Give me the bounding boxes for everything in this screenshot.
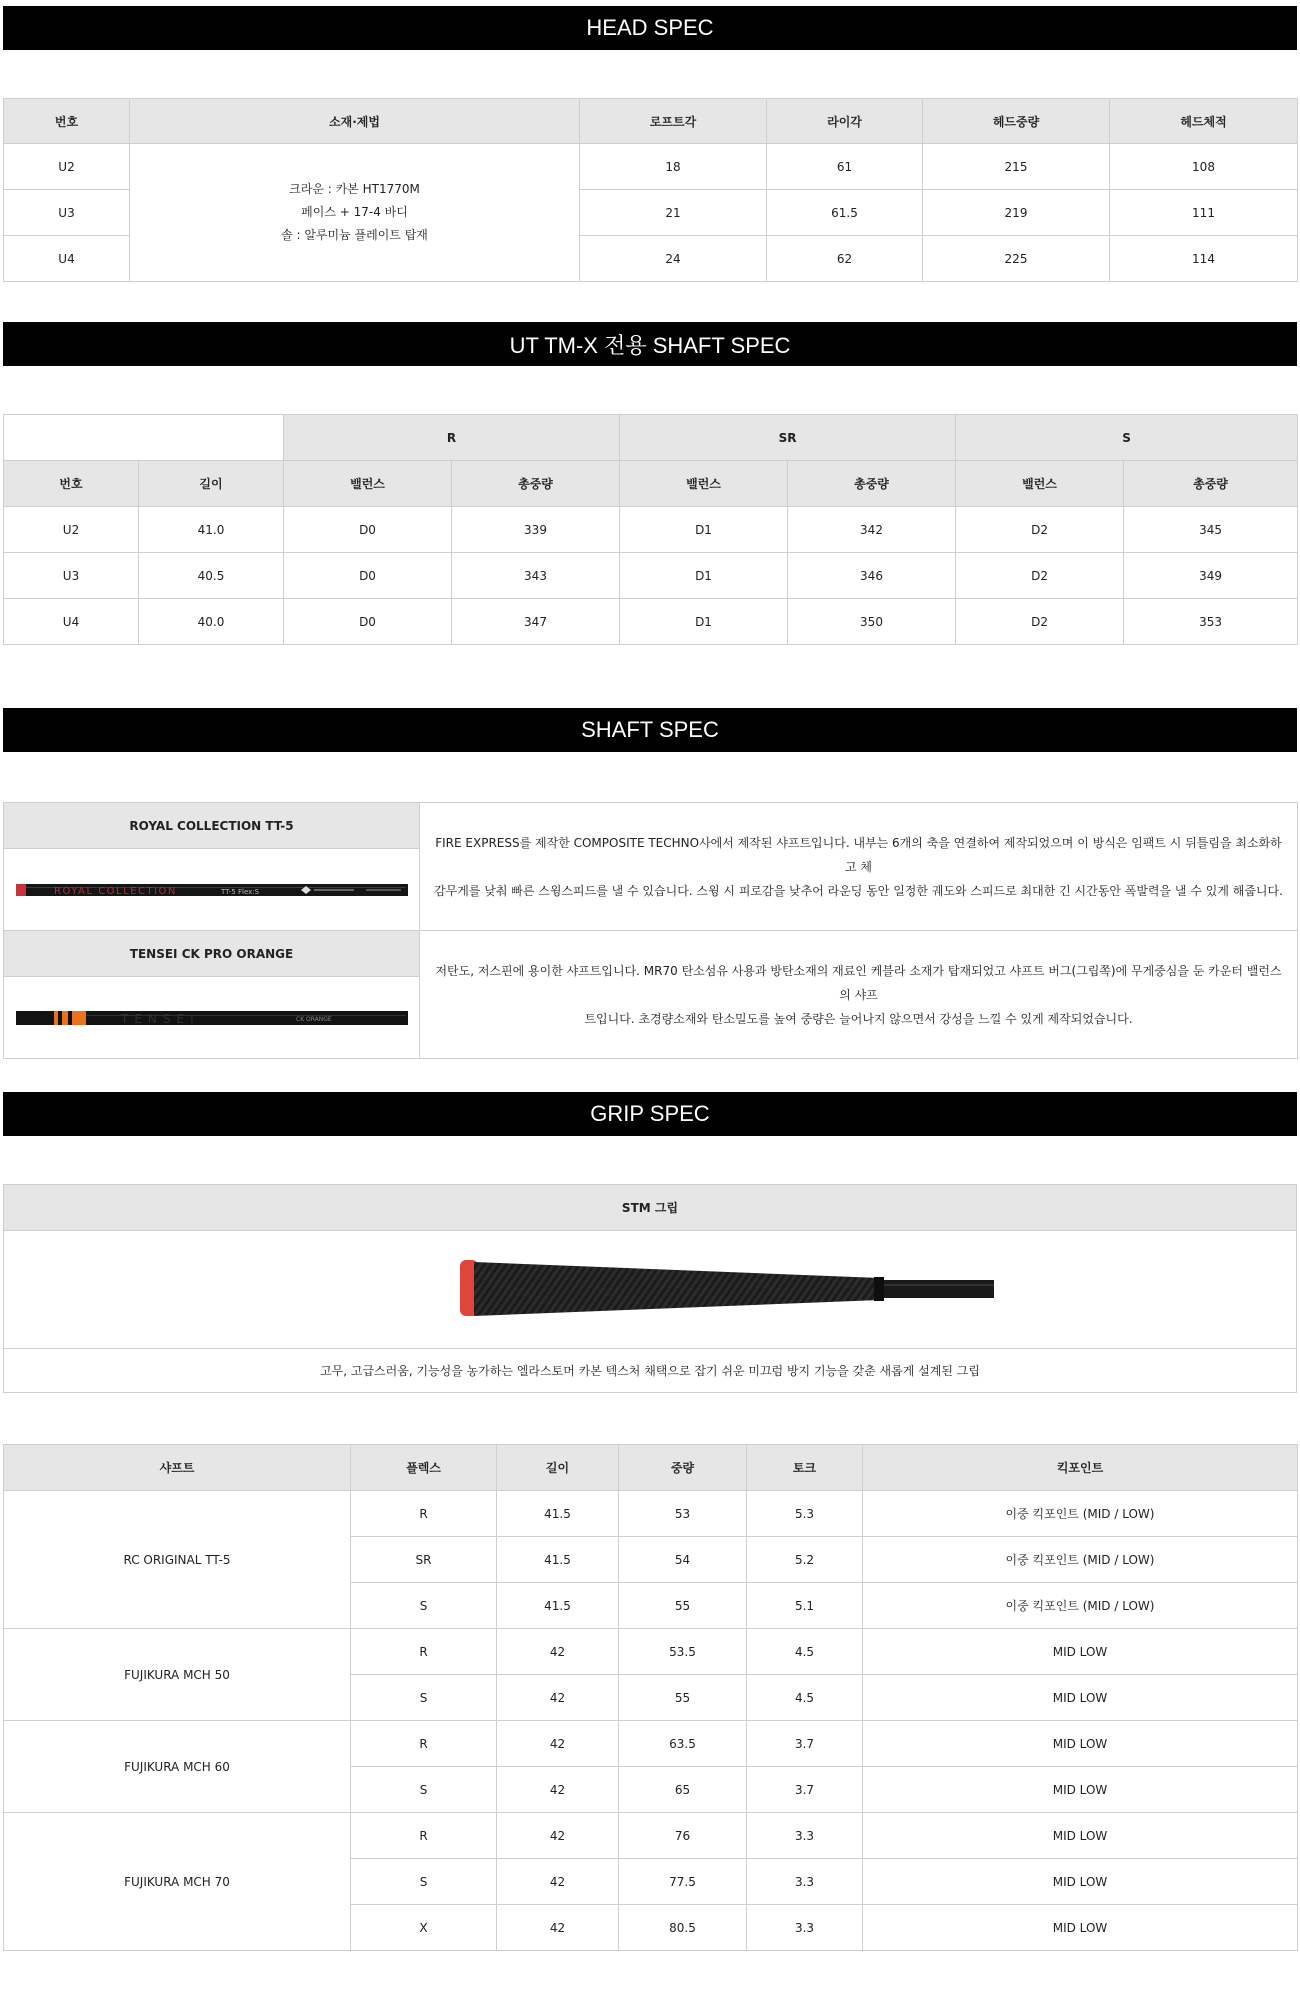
description-line: 트입니다. 초경량소재와 탄소밀도를 높여 중량은 늘어나지 않으면서 강성을 느낄 수 있게 제작되었습니다. (584, 1011, 1133, 1026)
head-spec-header-row (4, 99, 1298, 144)
head-spec-section (3, 6, 1297, 50)
tmx-shaft-table-wrap (3, 414, 1297, 645)
description-line: 감무게를 낮춰 빠른 스윙스피드를 낼 수 있습니다. 스윙 시 피로감을 낮추어 라운딩 동안 일정한 궤도와 스피드로 최대한 긴 시간동안 폭발력을 낼 수 있게 해줍니다. (434, 883, 1283, 898)
table-cell: 4.5 (747, 1629, 863, 1675)
table-cell: 342 (788, 507, 956, 553)
shaft-brand-text: TENSEI (120, 1011, 200, 1026)
material-line: 크라운 : 카본 HT1770M (289, 182, 420, 196)
column-header: 헤드중량 (923, 99, 1110, 144)
table-cell: 40.0 (139, 599, 284, 645)
column-header: 총중량 (1124, 461, 1298, 507)
grip-image (300, 1248, 1000, 1328)
table-cell: MID LOW (863, 1813, 1298, 1859)
shaft-spec-table-wrap (3, 802, 1297, 1059)
head-spec-title: HEAD SPEC (3, 6, 1297, 50)
shaft-graphic (16, 880, 408, 900)
head-spec-table (3, 98, 1298, 282)
table-cell: D1 (620, 507, 788, 553)
table-cell: 77.5 (619, 1859, 747, 1905)
shaft-spec-table (3, 802, 1298, 1059)
table-cell: D2 (956, 507, 1124, 553)
column-header: 번호 (4, 99, 130, 144)
table-row (4, 1721, 1298, 1767)
table-cell: D0 (284, 553, 452, 599)
grip-description-row (4, 1349, 1297, 1393)
table-cell: 41.5 (497, 1583, 619, 1629)
shaft-spec-section (3, 708, 1297, 752)
flex-group-row (4, 415, 1298, 461)
shaft-brand-text: ROYAL COLLECTION (53, 885, 177, 897)
table-cell: 이중 킥포인트 (MID / LOW) (863, 1537, 1298, 1583)
description-line: 저탄도, 저스핀에 용이한 샤프트입니다. MR70 탄소섬유 사용과 방탄소재의 재료인 케블라 소재가 탑재되었고 샤프트 버그(그립쪽)에 무게중심을 둔 카운터 밸런스의 샤프 (435, 963, 1282, 1002)
shaft-options-table-wrap (3, 1444, 1297, 1951)
column-header: 번호 (4, 461, 139, 507)
table-cell: 350 (788, 599, 956, 645)
table-cell: 339 (452, 507, 620, 553)
shaft-image-cell (4, 977, 420, 1059)
table-cell: 215 (923, 144, 1110, 190)
table-cell: R (351, 1491, 497, 1537)
table-cell: S (351, 1767, 497, 1813)
table-cell: 이중 킥포인트 (MID / LOW) (863, 1491, 1298, 1537)
shaft-group-name: RC ORIGINAL TT-5 (4, 1491, 351, 1629)
grip-spec-table-wrap (3, 1184, 1297, 1393)
table-cell: 345 (1124, 507, 1298, 553)
table-row (4, 1813, 1298, 1859)
table-row (4, 1491, 1298, 1537)
column-header: 길이 (497, 1445, 619, 1491)
shaft-description (420, 931, 1298, 1059)
material-line: 페이스 + 17-4 바디 (301, 205, 408, 219)
table-cell: MID LOW (863, 1629, 1298, 1675)
table-cell: SR (351, 1537, 497, 1583)
shaft-name: ROYAL COLLECTION TT-5 (4, 803, 420, 849)
shaft-group-name: FUJIKURA MCH 70 (4, 1813, 351, 1951)
table-cell: U2 (4, 144, 130, 190)
grip-description: 고무, 고급스러움, 기능성을 농가하는 엘라스토머 카본 텍스처 채택으로 잡기 쉬운 미끄럼 방지 기능을 갖춘 새롭게 설계된 그립 (4, 1349, 1297, 1393)
material-cell (130, 144, 580, 282)
table-cell: 40.5 (139, 553, 284, 599)
column-header: 밸런스 (956, 461, 1124, 507)
table-cell: R (351, 1629, 497, 1675)
shaft-name: TENSEI CK PRO ORANGE (4, 931, 420, 977)
flex-group-header: S (956, 415, 1298, 461)
table-cell: R (351, 1813, 497, 1859)
table-cell: 42 (497, 1859, 619, 1905)
grip-image-cell (4, 1231, 1297, 1349)
table-row (4, 599, 1298, 645)
table-cell: S (351, 1583, 497, 1629)
table-cell: 42 (497, 1767, 619, 1813)
table-cell: 3.7 (747, 1721, 863, 1767)
table-cell: 5.2 (747, 1537, 863, 1583)
table-cell: MID LOW (863, 1767, 1298, 1813)
table-cell: 3.3 (747, 1905, 863, 1951)
table-cell: U2 (4, 507, 139, 553)
royal-collection-shaft-image (4, 852, 419, 928)
table-cell: 4.5 (747, 1675, 863, 1721)
column-header: 로프트각 (580, 99, 767, 144)
table-cell: S (351, 1675, 497, 1721)
shaft-name-row (4, 931, 1298, 977)
table-cell: 349 (1124, 553, 1298, 599)
table-cell: 61.5 (767, 190, 923, 236)
table-cell: 54 (619, 1537, 747, 1583)
table-cell: 42 (497, 1813, 619, 1859)
table-cell: 346 (788, 553, 956, 599)
shaft-sub-text: CK ORANGE (295, 1015, 332, 1023)
table-cell: MID LOW (863, 1859, 1298, 1905)
table-cell: 347 (452, 599, 620, 645)
table-cell: 41.5 (497, 1491, 619, 1537)
table-cell: 76 (619, 1813, 747, 1859)
column-header: 샤프트 (4, 1445, 351, 1491)
table-cell: 114 (1110, 236, 1298, 282)
flex-group-header: R (284, 415, 620, 461)
table-cell: D0 (284, 507, 452, 553)
table-cell: 3.3 (747, 1813, 863, 1859)
table-cell: R (351, 1721, 497, 1767)
table-cell: U4 (4, 599, 139, 645)
shaft-options-table (3, 1444, 1298, 1951)
column-header: 총중량 (788, 461, 956, 507)
shaft-group-name: FUJIKURA MCH 50 (4, 1629, 351, 1721)
table-cell: D2 (956, 599, 1124, 645)
table-cell: 42 (497, 1629, 619, 1675)
column-header: 밸런스 (620, 461, 788, 507)
table-cell: 5.3 (747, 1491, 863, 1537)
table-cell: 41.5 (497, 1537, 619, 1583)
table-cell: 3.3 (747, 1859, 863, 1905)
shaft-sub-text: TT-5 Flex:S (220, 887, 259, 896)
table-cell: 55 (619, 1675, 747, 1721)
shaft-group-name: FUJIKURA MCH 60 (4, 1721, 351, 1813)
column-header: 라이각 (767, 99, 923, 144)
table-cell: S (351, 1859, 497, 1905)
shaft-graphic (16, 1007, 408, 1029)
table-cell: 343 (452, 553, 620, 599)
empty-header-cell (4, 415, 284, 461)
head-spec-table-wrap (3, 98, 1297, 282)
tmx-shaft-title: UT TM-X 전용 SHAFT SPEC (3, 322, 1297, 366)
table-row (4, 553, 1298, 599)
description-line: FIRE EXPRESS를 제작한 COMPOSITE TECHNO사에서 제작된 샤프트입니다. 내부는 6개의 축을 연결하여 제작되었으며 이 방식은 임팩트 시 뒤틀림을 최소화하고 체 (435, 835, 1282, 874)
table-cell: U3 (4, 553, 139, 599)
table-cell: 111 (1110, 190, 1298, 236)
table-row (4, 144, 1298, 190)
tmx-header-row (4, 461, 1298, 507)
table-cell: 21 (580, 190, 767, 236)
column-header: 중량 (619, 1445, 747, 1491)
table-cell: 3.7 (747, 1767, 863, 1813)
table-cell: 53 (619, 1491, 747, 1537)
column-header: 밸런스 (284, 461, 452, 507)
material-line: 솔 : 알루미늄 플레이트 탑재 (281, 228, 428, 242)
table-cell: 65 (619, 1767, 747, 1813)
column-header: 소재·제법 (130, 99, 580, 144)
grip-spec-table (3, 1184, 1297, 1393)
table-cell: U3 (4, 190, 130, 236)
table-cell: D0 (284, 599, 452, 645)
column-header: 총중량 (452, 461, 620, 507)
table-cell: 42 (497, 1721, 619, 1767)
table-cell: D1 (620, 599, 788, 645)
grip-image-row (4, 1231, 1297, 1349)
tensei-shaft-image (4, 980, 419, 1056)
shaft-options-header-row (4, 1445, 1298, 1491)
table-cell: 42 (497, 1675, 619, 1721)
column-header: 헤드체적 (1110, 99, 1298, 144)
table-row (4, 1629, 1298, 1675)
column-header: 플렉스 (351, 1445, 497, 1491)
table-cell: 63.5 (619, 1721, 747, 1767)
tmx-shaft-table (3, 414, 1298, 645)
table-cell: 80.5 (619, 1905, 747, 1951)
table-cell: D2 (956, 553, 1124, 599)
table-cell: 24 (580, 236, 767, 282)
column-header: 토크 (747, 1445, 863, 1491)
table-cell: 108 (1110, 144, 1298, 190)
table-cell: U4 (4, 236, 130, 282)
table-cell: 225 (923, 236, 1110, 282)
table-cell: MID LOW (863, 1905, 1298, 1951)
table-cell: 41.0 (139, 507, 284, 553)
table-cell: 42 (497, 1905, 619, 1951)
grip-name-row (4, 1185, 1297, 1231)
shaft-description (420, 803, 1298, 931)
table-cell: 353 (1124, 599, 1298, 645)
shaft-image-cell (4, 849, 420, 931)
table-cell: 53.5 (619, 1629, 747, 1675)
table-cell: MID LOW (863, 1721, 1298, 1767)
table-cell: 62 (767, 236, 923, 282)
table-cell: D1 (620, 553, 788, 599)
grip-name: STM 그립 (4, 1185, 1297, 1231)
table-cell: X (351, 1905, 497, 1951)
grip-spec-section (3, 1092, 1297, 1136)
column-header: 길이 (139, 461, 284, 507)
table-cell: 61 (767, 144, 923, 190)
table-cell: 18 (580, 144, 767, 190)
flex-group-header: SR (620, 415, 956, 461)
shaft-name-row (4, 803, 1298, 849)
table-cell: 55 (619, 1583, 747, 1629)
grip-spec-title: GRIP SPEC (3, 1092, 1297, 1136)
table-cell: 이중 킥포인트 (MID / LOW) (863, 1583, 1298, 1629)
table-cell: 219 (923, 190, 1110, 236)
table-cell: 5.1 (747, 1583, 863, 1629)
column-header: 킥포인트 (863, 1445, 1298, 1491)
shaft-spec-title: SHAFT SPEC (3, 708, 1297, 752)
table-row (4, 507, 1298, 553)
table-cell: MID LOW (863, 1675, 1298, 1721)
tmx-shaft-section (3, 322, 1297, 366)
